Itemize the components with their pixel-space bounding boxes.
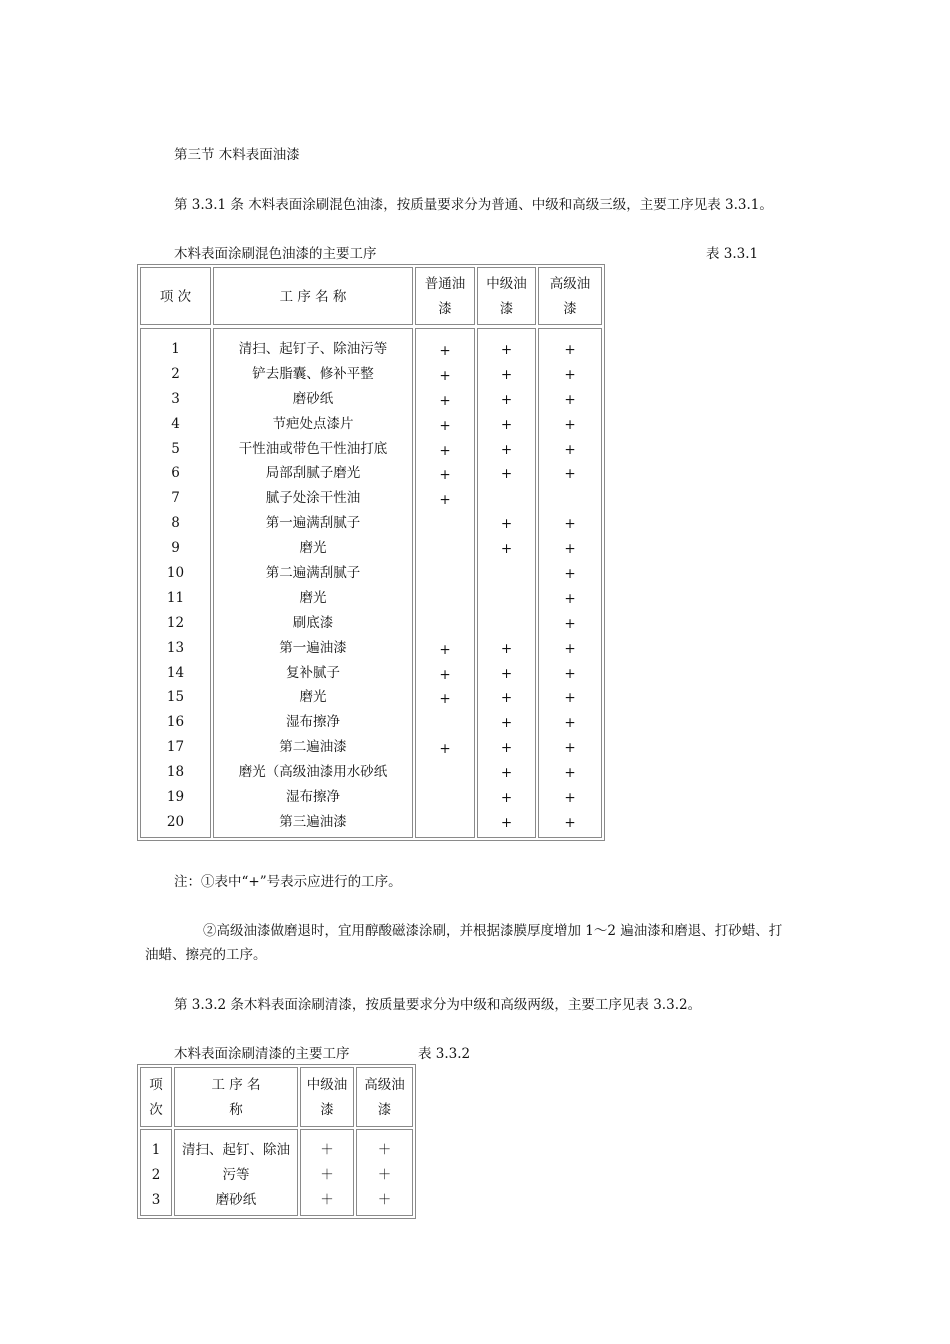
- table2-label: 表 3.3.2: [418, 1046, 471, 1062]
- table1-row-number: 18: [166, 764, 185, 781]
- note-2-line-1: ②高级油漆做磨退时，宜用醇酸磁漆涂刷，并根据漆膜厚度增加 1～2 遍油漆和磨退、打砂蜡、打: [203, 923, 783, 939]
- table1-row-mark-ordinary: +: [439, 666, 451, 683]
- table1-row-mark-medium: +: [500, 441, 513, 458]
- table1-row-mark-medium: +: [500, 765, 513, 782]
- table1-header-c1: 普通油 漆: [415, 267, 475, 325]
- table1-row-mark-ordinary: +: [439, 641, 451, 658]
- table2-row-number: 2: [151, 1167, 161, 1183]
- table1-row-mark-high: +: [564, 615, 576, 632]
- table1-row-mark-ordinary: +: [439, 741, 451, 758]
- note-2-line-2: 油蜡、擦亮的工序。: [145, 947, 267, 963]
- table1-row-mark-high: +: [564, 790, 576, 807]
- table1-row-process: 复补腻子: [286, 664, 340, 681]
- table2-row-mark-medium: ＋: [320, 1167, 334, 1183]
- table1-row-mark-ordinary: [415, 513, 475, 538]
- table1-row-mark-high: +: [564, 466, 576, 483]
- table2-row-process: 污等: [222, 1167, 250, 1183]
- table1-row-number: 5: [171, 440, 180, 457]
- table1-row-process: 干性油或带色干性油打底: [238, 440, 388, 457]
- table1-label: 表 3.3.1: [706, 246, 759, 262]
- table2-row-mark-medium: ＋: [320, 1192, 334, 1208]
- table1-row-mark-high: +: [564, 814, 576, 831]
- table1-row-mark-high: +: [564, 441, 576, 458]
- table1-row-process: 磨光（高级油漆用水砂纸: [238, 764, 388, 781]
- table1-row-mark-medium: [477, 612, 536, 637]
- table1-row-mark-high: +: [564, 665, 576, 682]
- table1-row-mark-ordinary: [415, 712, 475, 737]
- table1-row-mark-medium: +: [500, 541, 513, 558]
- table1-row-mark-high: +: [564, 765, 576, 782]
- table1-row-number: 17: [166, 739, 185, 756]
- table1-row-mark-medium: +: [500, 740, 513, 757]
- table1-row-mark-ordinary: +: [439, 467, 451, 484]
- table1-row-number: 7: [171, 490, 180, 507]
- table1-row-mark-high: +: [564, 590, 576, 607]
- table1-row-mark-ordinary: +: [439, 392, 451, 409]
- table1-row-mark-medium: +: [500, 466, 513, 483]
- table1-row-mark-ordinary: [415, 588, 475, 613]
- table1-row-number: 15: [166, 689, 185, 706]
- clause-3-3-2: 第 3.3.2 条木料表面涂刷清漆，按质量要求分为中级和高级两级，主要工序见表 3.3.2。: [174, 997, 702, 1013]
- table1-row-mark-medium: [477, 562, 536, 587]
- table1-row-number: 3: [171, 390, 180, 407]
- table1-row-mark-high: +: [564, 541, 576, 558]
- table1-row-process: 铲去脂囊、修补平整: [252, 365, 374, 382]
- table1-row-number: 1: [171, 341, 180, 357]
- table2-row-mark-high: ＋: [377, 1142, 392, 1158]
- table1-row-mark-high: +: [564, 366, 576, 383]
- table1-header-c3: 高级油 漆: [538, 267, 602, 325]
- table1-row-mark-medium: +: [500, 416, 513, 433]
- table1-row-mark-high: +: [564, 715, 576, 732]
- table1-header-c2: 中级油 漆: [477, 267, 536, 325]
- table1-row-process: 磨光: [299, 689, 327, 706]
- table1-row-mark-medium: +: [500, 640, 513, 657]
- table2-row-number: 3: [151, 1192, 161, 1208]
- section-title: 第三节 木料表面油漆: [174, 147, 300, 163]
- table1-row-number: 20: [166, 813, 185, 830]
- table2-header-num: 项 次: [140, 1067, 172, 1127]
- table1-row-mark-ordinary: [415, 787, 475, 812]
- table1-row-mark-high: [538, 487, 602, 512]
- table1-row-mark-ordinary: [415, 538, 475, 563]
- table2-header-c1: 中级油 漆: [300, 1067, 354, 1127]
- table1-row-number: 11: [166, 589, 185, 606]
- table1-row-mark-medium: +: [500, 366, 513, 383]
- table1-header-name: 工 序 名 称: [213, 267, 413, 325]
- table1-row-process: 湿布擦净: [286, 789, 340, 806]
- table1-row-number: 19: [166, 789, 185, 806]
- table1-row-mark-medium: +: [500, 391, 513, 408]
- table1-row-mark-high: +: [564, 690, 576, 707]
- note-1: 注：①表中“+”号表示应进行的工序。: [174, 874, 402, 890]
- table1-row-number: 10: [166, 565, 185, 582]
- table1-row-process: 刷底漆: [292, 614, 334, 631]
- table1-row-process: 磨光: [299, 540, 327, 557]
- table1-row-number: 9: [171, 540, 180, 557]
- table1-row-mark-ordinary: +: [439, 367, 451, 384]
- table1-row-process: 湿布擦净: [286, 714, 340, 731]
- table2-header-c2: 高级油 漆: [356, 1067, 413, 1127]
- table2-header-name: 工 序 名 称: [174, 1067, 298, 1127]
- table1-row-mark-high: +: [564, 640, 576, 657]
- table2-row-mark-medium: ＋: [320, 1142, 334, 1158]
- table1-row-mark-ordinary: [415, 762, 475, 787]
- table1-row-mark-ordinary: [415, 812, 475, 837]
- table1-row-mark-medium: [477, 487, 536, 512]
- table1-row-mark-ordinary: +: [439, 492, 451, 509]
- table1-row-mark-high: +: [564, 566, 576, 583]
- table2-row-number: 1: [151, 1142, 161, 1158]
- table1-row-process: 第二遍油漆: [279, 739, 347, 756]
- table1-row-process: 磨砂纸: [292, 390, 334, 407]
- table1-row-mark-medium: +: [500, 665, 513, 682]
- table1-row-mark-medium: +: [500, 790, 513, 807]
- table1-row-mark-ordinary: +: [439, 417, 451, 434]
- table1-row-mark-ordinary: +: [439, 442, 451, 459]
- table1-row-mark-medium: +: [500, 690, 513, 707]
- table1-row-mark-ordinary: +: [439, 343, 451, 359]
- table1-row-number: 12: [166, 614, 185, 631]
- table1-row-mark-medium: +: [500, 342, 513, 358]
- table1-row-mark-medium: [477, 587, 536, 612]
- table1-row-process: 第一遍满刮腻子: [265, 515, 361, 532]
- table1-row-mark-ordinary: +: [439, 691, 451, 708]
- table1-row-number: 14: [166, 664, 185, 681]
- table1-row-mark-high: +: [564, 342, 576, 358]
- table1-row-number: 16: [166, 714, 185, 731]
- table1-row-process: 局部刮腻子磨光: [265, 465, 361, 482]
- table1-row-mark-high: +: [564, 416, 576, 433]
- table1-row-mark-high: +: [564, 391, 576, 408]
- table1-row-process: 第一遍油漆: [279, 639, 347, 656]
- table1-row-number: 6: [171, 465, 180, 482]
- table1-row-mark-high: +: [564, 516, 576, 533]
- table1-row-process: 磨光: [299, 589, 327, 606]
- table1-row-mark-ordinary: [415, 613, 475, 638]
- table1-row-process: 第三遍油漆: [279, 813, 347, 830]
- table2-row-mark-high: ＋: [377, 1167, 392, 1183]
- clause-3-3-1: 第 3.3.1 条 木料表面涂刷混色油漆，按质量要求分为普通、中级和高级三级，主要工序见表 3.3.1。: [174, 197, 773, 213]
- table1-row-mark-medium: +: [500, 814, 513, 831]
- table1-row-process: 第二遍满刮腻子: [265, 565, 361, 582]
- table2-row-mark-high: ＋: [377, 1192, 392, 1208]
- table1-header-num: 项 次: [140, 267, 211, 325]
- table1-row-mark-high: +: [564, 740, 576, 757]
- table1-row-process: 节疤处点漆片: [272, 415, 354, 432]
- table1-row-number: 13: [166, 639, 185, 656]
- table1-row-process: 清扫、起钉子、除油污等: [238, 341, 388, 357]
- table1-caption: 木料表面涂刷混色油漆的主要工序: [174, 246, 377, 262]
- table2-row-process: 磨砂纸: [215, 1192, 257, 1208]
- table1-row-number: 2: [171, 365, 180, 382]
- table2-caption: 木料表面涂刷清漆的主要工序: [174, 1046, 350, 1062]
- table1-row-mark-medium: +: [500, 516, 513, 533]
- table1-row-number: 4: [171, 415, 180, 432]
- table1-row-process: 腻子处涂干性油: [265, 490, 361, 507]
- table1-row-number: 8: [171, 515, 180, 532]
- table2-row-process: 清扫、起钉、除油: [182, 1142, 290, 1158]
- table1-row-mark-ordinary: [415, 563, 475, 588]
- table1-row-mark-medium: +: [500, 715, 513, 732]
